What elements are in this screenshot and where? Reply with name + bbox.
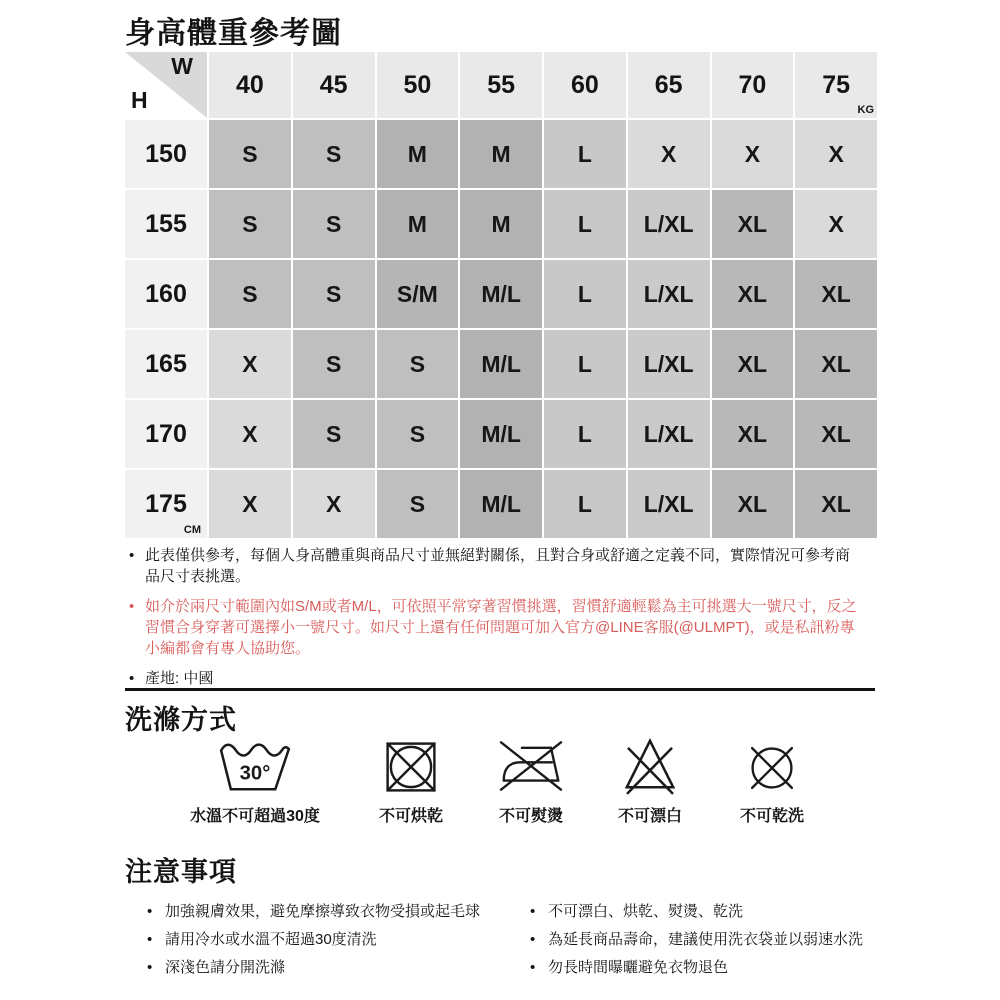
size-cell: S/M [377,260,459,328]
size-cell: S [377,470,459,538]
wash-item-label: 不可乾洗 [739,808,804,825]
weight-header-cell: 40 [209,52,291,118]
bullet-icon: • [129,598,135,615]
size-cell: XL [795,260,877,328]
note-text: 如介於兩尺寸範圍內如S/M或者M/L，可依照平常穿著習慣挑選，習慣舒適輕鬆為主可挑選大一號尺寸，反之習慣合身穿著可選擇小一號尺寸。如尺寸上還有任何問題可加入官方@LINE客服(@ULMPT)，或是私訊粉專小編都會有專人協助您。 [145,598,857,657]
size-cell: S [293,400,375,468]
notice-text: 加強親膚效果，避免摩擦導致衣物受損或起毛球 [165,903,481,920]
size-cell: L/XL [628,470,710,538]
size-cell: M [377,120,459,188]
note-item [125,545,875,587]
wash-item-label: 不可漂白 [617,808,682,825]
note-text: 產地: 中國 [145,670,214,687]
notice-list-right [530,898,875,982]
height-label-cell: 150 [125,120,207,188]
size-cell: S [377,400,459,468]
size-cell: S [209,190,291,258]
size-cell: L [544,190,626,258]
bullet-icon: • [530,931,536,948]
size-cell: M/L [460,470,542,538]
size-cell: M [460,190,542,258]
size-cell: X [209,400,291,468]
wash-temp-label: 30° [239,762,271,785]
size-cell: XL [712,260,794,328]
wash-care-icons [125,736,875,826]
bullet-icon: • [147,931,153,948]
size-cell: L [544,120,626,188]
notice-item [530,954,875,982]
height-label-cell: 155 [125,190,207,258]
size-cell: L [544,330,626,398]
size-cell: X [628,120,710,188]
bullet-icon: • [129,547,135,564]
height-label-cell: 170 [125,400,207,468]
bullet-icon: • [530,903,536,920]
size-cell: M/L [460,400,542,468]
weight-header-cell: 70 [712,52,794,118]
size-cell: S [209,120,291,188]
size-cell: L/XL [628,400,710,468]
notice-lists [147,898,875,982]
size-cell: XL [712,330,794,398]
bullet-icon: • [129,670,135,687]
size-cell: X [293,470,375,538]
notice-item [147,926,530,954]
note-text: 此表僅供參考，每個人身高體重與商品尺寸並無絕對關係，且對合身或舒適之定義不同，實際情況可參考商品尺寸表挑選。 [145,547,851,585]
wash-item-label: 水溫不可超過30度 [190,808,320,825]
wash-item-label: 不可烘乾 [378,808,443,825]
weight-axis-label: W [171,53,193,79]
notice-text: 深淺色請分開洗滌 [165,959,286,976]
size-cell: M/L [460,260,542,328]
height-label-cell: 175 CM [125,470,207,538]
size-cell: X [795,120,877,188]
notice-item [147,898,530,926]
notice-text: 勿長時間曝曬避免衣物退色 [548,959,729,976]
note-item-origin [125,668,875,689]
weight-header-cell: 75 KG [795,52,877,118]
size-cell: X [209,470,291,538]
notice-section-heading: 注意事項 [125,857,237,887]
weight-header-cell: 65 [628,52,710,118]
size-cell: L [544,260,626,328]
wash-item-max-30 [167,736,343,826]
notice-item [530,926,875,954]
no-dry-clean-icon [684,736,860,796]
size-table [125,52,877,538]
size-cell: XL [712,470,794,538]
size-cell: X [795,190,877,258]
notice-item [530,898,875,926]
size-cell: L/XL [628,330,710,398]
wash-item-no-dry-clean [684,736,860,826]
notice-text: 為延長商品壽命，建議使用洗衣袋並以弱速水洗 [548,931,864,948]
wash-30-degrees-icon [167,736,343,796]
bullet-icon: • [147,903,153,920]
height-unit-label: CM [183,524,201,536]
weight-header-cell: 50 [377,52,459,118]
weight-unit-label: KG [857,104,874,116]
size-cell: S [293,330,375,398]
size-cell: L [544,400,626,468]
notice-text: 請用冷水或水溫不超過30度清洗 [165,931,377,948]
bullet-icon: • [147,959,153,976]
weight-header-cell: 45 [293,52,375,118]
notice-text: 不可漂白、烘乾、熨燙、乾洗 [548,903,744,920]
bullet-icon: • [530,959,536,976]
height-axis-label: H [131,87,148,113]
height-label-cell: 165 [125,330,207,398]
size-cell: X [209,330,291,398]
size-cell: L [544,470,626,538]
table-corner-cell [125,52,207,118]
wash-item-label: 不可熨燙 [498,808,563,825]
notice-item [147,954,530,982]
size-cell: XL [795,330,877,398]
size-cell: S [377,330,459,398]
size-cell: M [377,190,459,258]
page-title: 身高體重參考圖 [125,17,342,50]
size-cell: M [460,120,542,188]
notes-list [125,545,875,698]
size-cell: S [293,120,375,188]
size-cell: XL [712,190,794,258]
note-item-sizing-advice [125,596,875,659]
size-cell: S [209,260,291,328]
weight-header-cell: 55 [460,52,542,118]
size-cell: M/L [460,330,542,398]
size-cell: XL [795,470,877,538]
section-divider [125,688,875,691]
size-cell: L/XL [628,260,710,328]
notice-list-left [147,898,530,982]
size-cell: S [293,190,375,258]
page [125,0,877,1000]
size-cell: XL [795,400,877,468]
height-label-cell: 160 [125,260,207,328]
size-cell: S [293,260,375,328]
size-cell: X [712,120,794,188]
weight-header-cell: 60 [544,52,626,118]
wash-section-heading: 洗滌方式 [125,705,237,735]
size-cell: L/XL [628,190,710,258]
size-cell: XL [712,400,794,468]
